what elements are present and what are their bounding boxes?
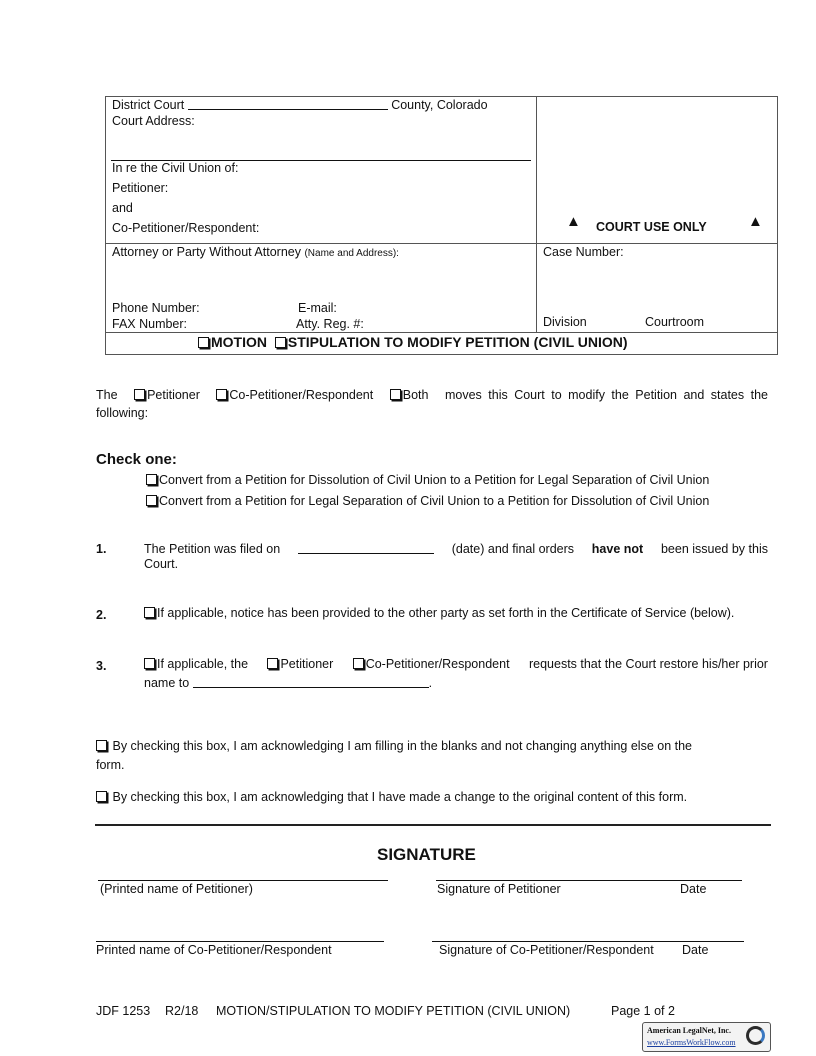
fax-label: FAX Number: xyxy=(112,317,188,331)
check-one-heading: Check one: xyxy=(96,451,177,468)
item-3-period: . xyxy=(428,676,433,690)
intro-the: The xyxy=(96,388,118,402)
item-1-part2: (date) and final orders xyxy=(451,542,575,556)
date-1-label: Date xyxy=(680,882,707,896)
caption-divider-vertical xyxy=(536,96,537,332)
attorney-sub-label: (Name and Address): xyxy=(304,248,399,259)
court-address-label: Court Address: xyxy=(112,114,195,128)
printed-co-label: Printed name of Co-Petitioner/Respondent xyxy=(96,943,332,957)
case-number-label: Case Number: xyxy=(543,245,624,259)
item-1-bold: have not xyxy=(591,542,644,556)
acknowledge-2-text: By checking this box, I am acknowledging that I have made a change to the original content of this form. xyxy=(112,790,688,804)
item-3-line2 xyxy=(144,676,432,690)
acknowledge-1-checkbox[interactable] xyxy=(96,740,107,751)
co-petitioner-label: Co-Petitioner/Respondent: xyxy=(112,221,260,235)
check-one-option-1 xyxy=(146,473,709,487)
footer-title: MOTION/STIPULATION TO MODIFY PETITION (CIVIL UNION) xyxy=(216,1004,571,1018)
triangle-up-icon: ▲ xyxy=(748,213,763,230)
acknowledge-2-checkbox[interactable] xyxy=(96,791,107,802)
phone-label: Phone Number: xyxy=(112,301,200,315)
motion-checkbox[interactable] xyxy=(198,337,209,348)
intro-line1 xyxy=(96,388,768,402)
atty-reg-label: Atty. Reg. #: xyxy=(296,317,364,331)
intro-co-petitioner-option: Co-Petitioner/Respondent xyxy=(216,388,373,402)
item-1-part3: been issued by this xyxy=(660,542,768,556)
section-divider xyxy=(95,824,771,826)
option-2-label: Convert from a Petition for Legal Separation of Civil Union to a Petition for Dissolution of Civil Union xyxy=(159,494,710,508)
footer-form-id: JDF 1253 xyxy=(96,1004,151,1018)
option-1-label: Convert from a Petition for Dissolution of Civil Union to a Petition for Legal Separation of Civil Union xyxy=(159,473,710,487)
printed-co-line[interactable] xyxy=(96,941,384,942)
item-3-petitioner-option: Petitioner xyxy=(267,657,333,671)
attorney-label: Attorney or Party Without Attorney xyxy=(112,245,301,259)
prior-name-blank[interactable] xyxy=(193,676,429,688)
signature-petitioner-line[interactable] xyxy=(436,880,742,881)
item-3-part2: requests that the Court restore his/her prior xyxy=(528,657,768,671)
notice-checkbox[interactable] xyxy=(144,607,155,618)
signature-co-line[interactable] xyxy=(432,941,744,942)
courtroom-label: Courtroom xyxy=(645,315,705,329)
intro-both-checkbox[interactable] xyxy=(390,389,401,400)
email-label: E-mail: xyxy=(298,301,337,315)
item-3-petitioner-checkbox[interactable] xyxy=(267,658,278,669)
logo-url: www.FormsWorkFlow.com xyxy=(647,1038,736,1047)
intro-petitioner-checkbox[interactable] xyxy=(134,389,145,400)
intro-co-petitioner-checkbox[interactable] xyxy=(216,389,227,400)
check-one-option-2 xyxy=(146,494,709,508)
footer-page: Page 1 of 2 xyxy=(611,1004,675,1018)
logo-swirl-icon xyxy=(746,1026,765,1045)
petitioner-label: Petitioner: xyxy=(112,181,169,195)
date-2-label: Date xyxy=(682,943,709,957)
item-3-name-to: name to xyxy=(144,676,190,690)
district-court-line xyxy=(112,98,488,112)
signature-co-label: Signature of Co-Petitioner/Respondent xyxy=(439,943,654,957)
form-title xyxy=(198,334,628,350)
footer-revision: R2/18 xyxy=(165,1004,199,1018)
motion-label: MOTION xyxy=(211,334,267,350)
item-3-restore-option: If applicable, the xyxy=(144,657,248,671)
option-1-checkbox[interactable] xyxy=(146,474,157,485)
acknowledge-1-line1 xyxy=(96,739,692,753)
stipulation-checkbox[interactable] xyxy=(275,337,286,348)
item-2-number: 2. xyxy=(96,608,107,622)
court-use-only-label: COURT USE ONLY xyxy=(596,220,707,234)
intro-petitioner-option: Petitioner xyxy=(134,388,200,402)
stipulation-label: STIPULATION TO MODIFY PETITION (CIVIL UNION) xyxy=(287,334,628,350)
option-2-checkbox[interactable] xyxy=(146,495,157,506)
signature-heading: SIGNATURE xyxy=(377,845,476,864)
intro-line2: following: xyxy=(96,406,149,420)
printed-petitioner-line[interactable] xyxy=(98,880,388,881)
intro-rest: moves this Court to modify the Petition and states the xyxy=(444,388,768,402)
acknowledge-2-line xyxy=(96,790,687,804)
printed-petitioner-label: (Printed name of Petitioner) xyxy=(100,882,253,896)
item-3-line1 xyxy=(144,657,768,671)
attorney-line xyxy=(112,245,399,259)
division-label: Division xyxy=(543,315,587,329)
publisher-logo xyxy=(642,1022,771,1052)
item-1-number: 1. xyxy=(96,542,107,556)
county-label: County, Colorado xyxy=(391,98,488,112)
acknowledge-1-line2: form. xyxy=(96,758,125,772)
item-2-text: If applicable, notice has been provided to the other party as set forth in the Certificate of Service (below). xyxy=(157,606,735,620)
and-label: and xyxy=(112,201,133,215)
acknowledge-1-text: By checking this box, I am acknowledging I am filling in the blanks and not changing anything else on the xyxy=(112,739,693,753)
district-court-label: District Court xyxy=(112,98,185,112)
caption-divider-bottom xyxy=(105,332,777,333)
intro-both-option: Both xyxy=(390,388,429,402)
caption-divider-mid xyxy=(105,243,777,244)
item-2-line xyxy=(144,606,734,620)
item-3-co-petitioner-option: Co-Petitioner/Respondent xyxy=(353,657,510,671)
restore-name-checkbox[interactable] xyxy=(144,658,155,669)
item-1-line1 xyxy=(144,542,768,556)
item-1-line2: Court. xyxy=(144,557,179,571)
signature-petitioner-label: Signature of Petitioner xyxy=(437,882,561,896)
item-3-co-petitioner-checkbox[interactable] xyxy=(353,658,364,669)
triangle-up-icon: ▲ xyxy=(566,213,581,230)
filing-date-blank[interactable] xyxy=(298,542,434,554)
in-re-label: In re the Civil Union of: xyxy=(112,161,239,175)
logo-company: American LegalNet, Inc. xyxy=(647,1026,731,1035)
item-3-number: 3. xyxy=(96,659,107,673)
county-blank[interactable] xyxy=(188,98,388,110)
item-1-part1: The Petition was filed on xyxy=(144,542,281,556)
